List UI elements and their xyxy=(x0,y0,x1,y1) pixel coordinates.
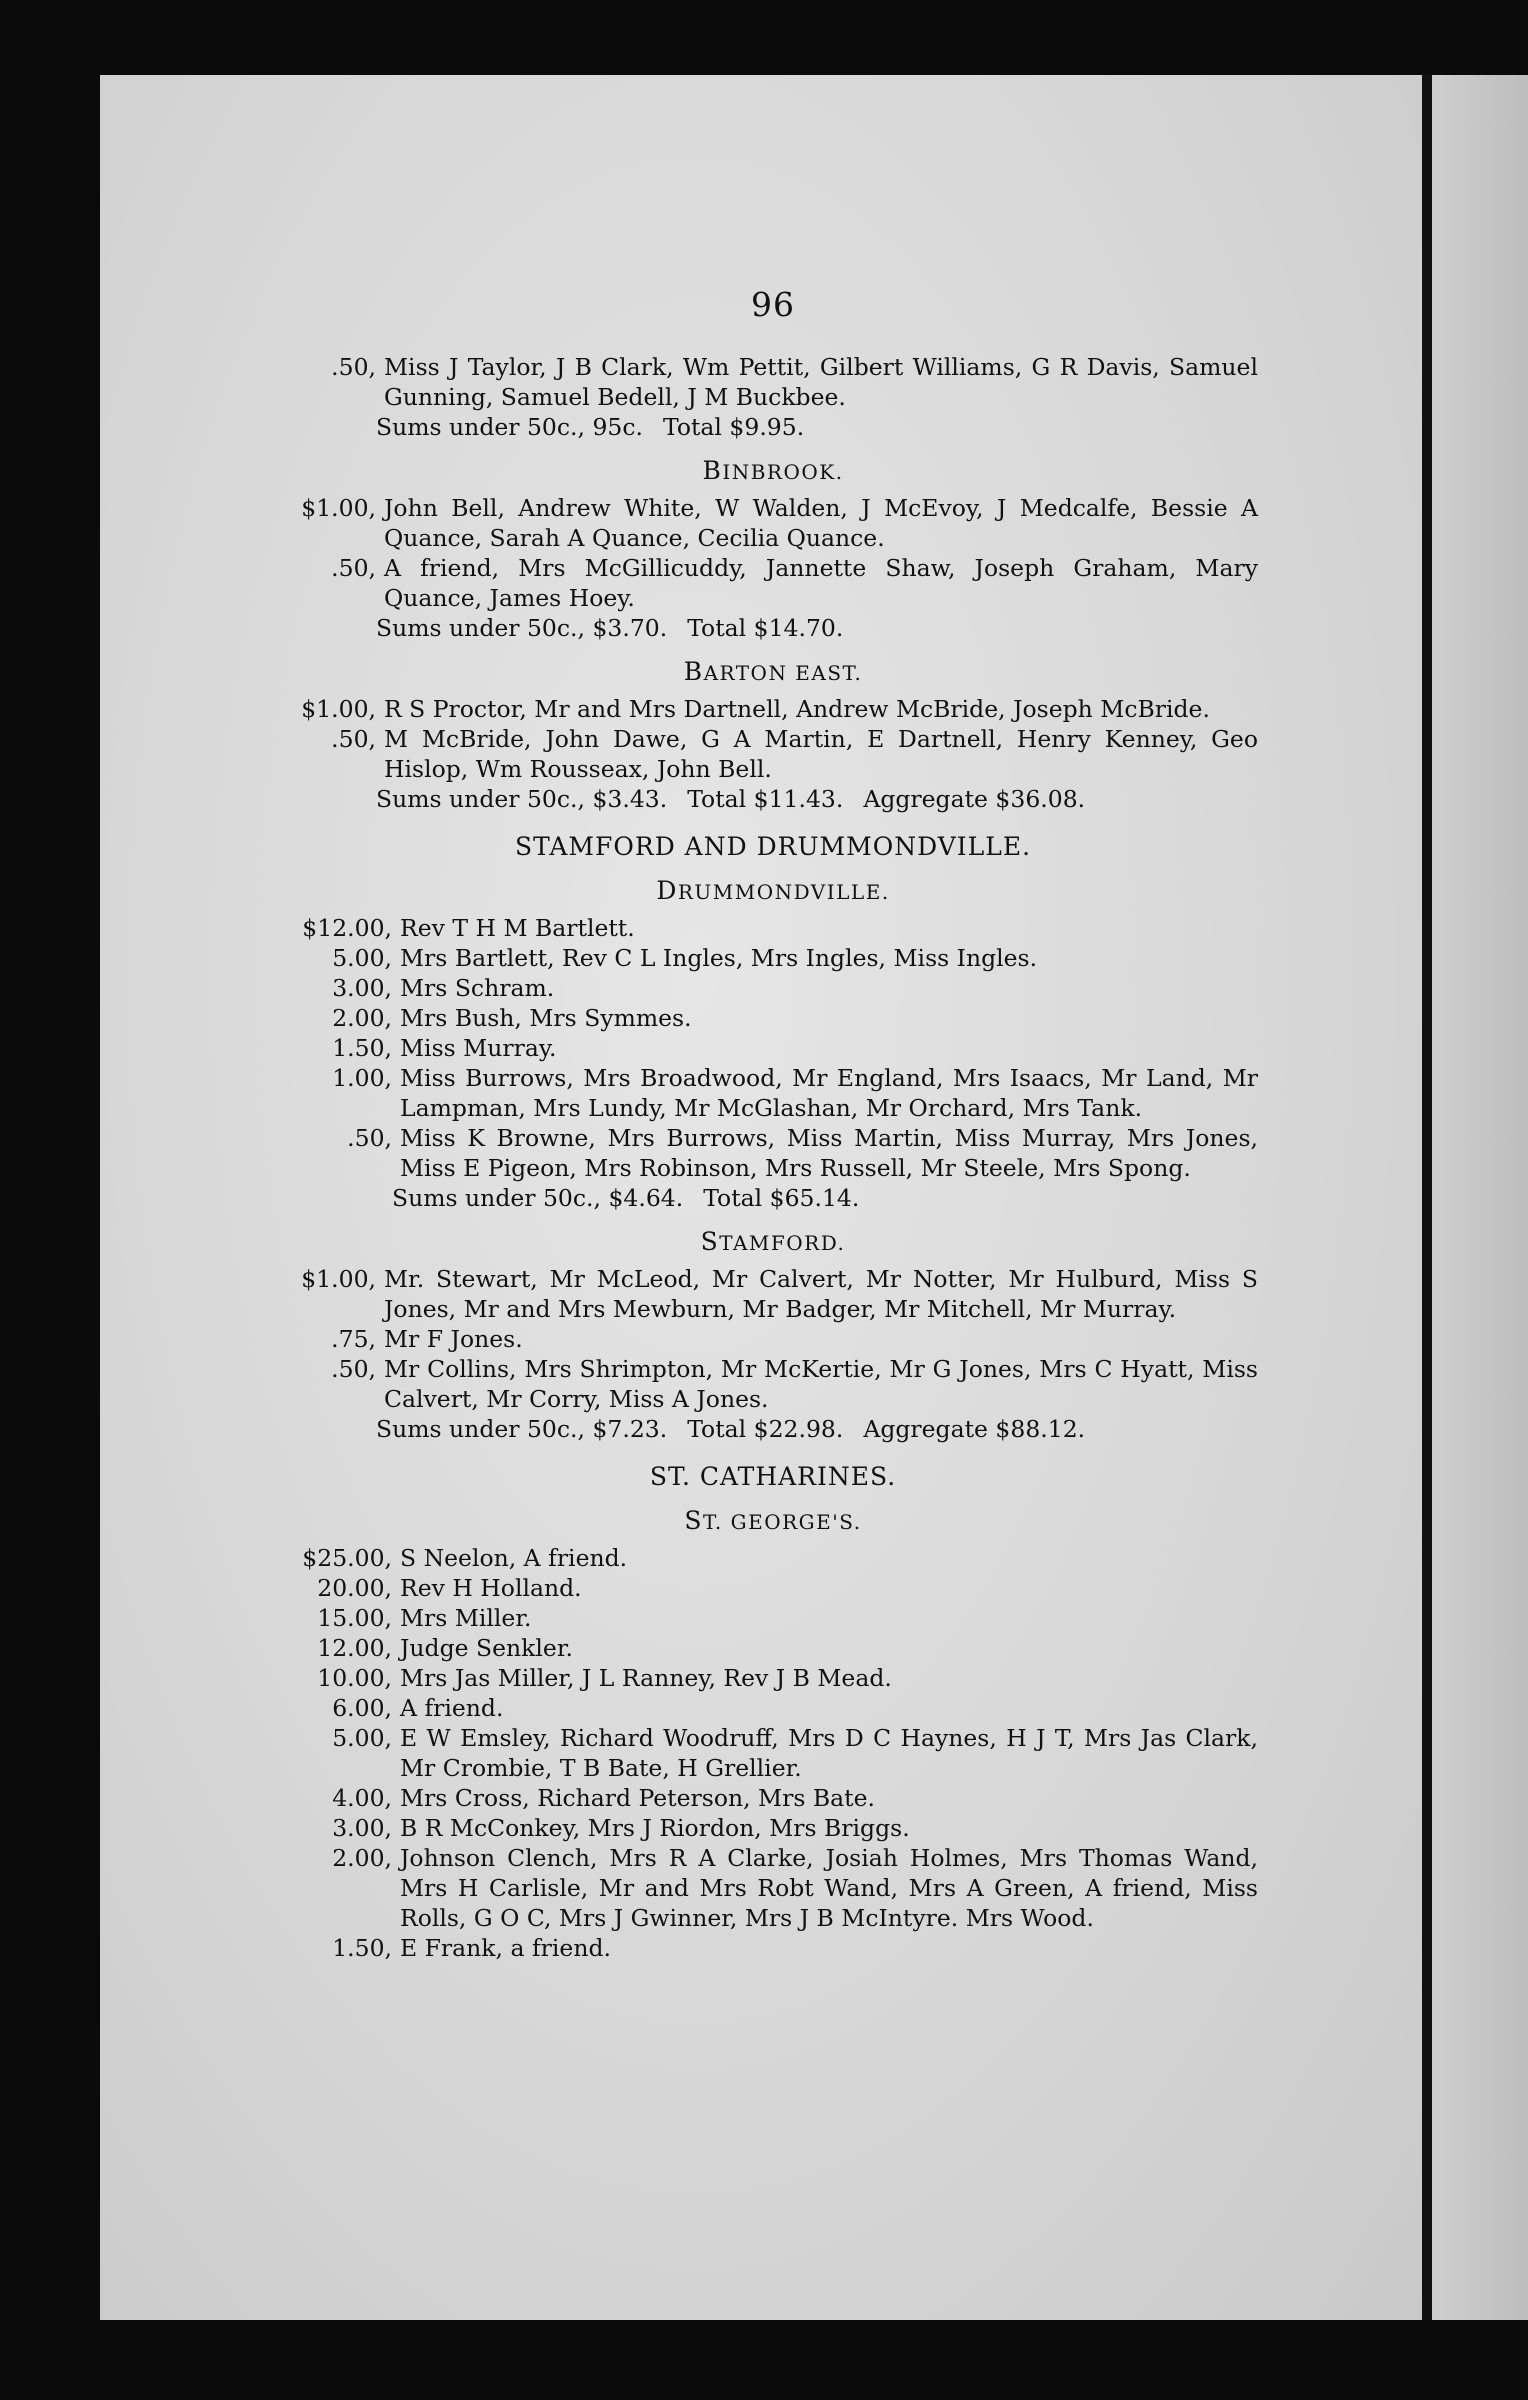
donor-names: Rev H Holland. xyxy=(400,1574,582,1602)
parish-heading: DRUMMONDVILLE. xyxy=(656,876,890,905)
donation-amount: .75, xyxy=(331,1325,376,1353)
donor-names: Mrs Miller. xyxy=(400,1604,532,1632)
donor-names: Mrs Bush, Mrs Symmes. xyxy=(400,1004,692,1032)
donation-entry xyxy=(288,913,1258,943)
donation-amount: $1.00, xyxy=(301,695,376,723)
donation-amount: .50, xyxy=(347,1124,392,1152)
donor-names: A friend, Mrs McGillicuddy, Jannette Shaw, Joseph Graham, Mary Quance, James Hoey. xyxy=(384,554,1258,612)
donation-amount: 1.50, xyxy=(332,1934,392,1962)
donation-amount: 2.00, xyxy=(332,1004,392,1032)
page-content xyxy=(288,285,1258,1963)
donation-amount: .50, xyxy=(331,554,376,582)
donation-entry xyxy=(288,1603,1258,1633)
donation-amount: $12.00, xyxy=(302,914,392,942)
total-amount: Total $22.98. xyxy=(687,1415,844,1443)
donation-entry xyxy=(288,973,1258,1003)
sums-under: Sums under 50c., $7.23. xyxy=(376,1415,668,1443)
donation-amount: $1.00, xyxy=(301,1265,376,1293)
donation-entry xyxy=(288,1663,1258,1693)
donor-names: Mrs Schram. xyxy=(400,974,555,1002)
donation-entry xyxy=(288,1783,1258,1813)
donor-names: Johnson Clench, Mrs R A Clarke, Josiah Holmes, Mrs Thomas Wand, Mrs H Carlisle, Mr and Mrs Robt Wand, Mrs A Green, A friend, Miss Rolls, G O C, Mrs J Gwinner, Mrs J B McIntyre. Mrs Wood. xyxy=(400,1844,1258,1932)
page-number: 96 xyxy=(751,285,795,324)
donation-entry xyxy=(288,1723,1258,1783)
donor-names: M McBride, John Dawe, G A Martin, E Dartnell, Henry Kenney, Geo Hislop, Wm Rousseax, John Bell. xyxy=(384,725,1258,783)
donor-names: Miss Burrows, Mrs Broadwood, Mr England, Mrs Isaacs, Mr Land, Mr Lampman, Mrs Lundy, Mr McGlashan, Mr Orchard, Mrs Tank. xyxy=(400,1064,1258,1122)
sums-line xyxy=(288,1414,1258,1444)
donation-amount: .50, xyxy=(331,1355,376,1383)
donor-names: E Frank, a friend. xyxy=(400,1934,611,1962)
donor-names: Rev T H M Bartlett. xyxy=(400,914,635,942)
donation-entry xyxy=(288,1264,1258,1324)
donation-entry xyxy=(288,694,1258,724)
donation-entry xyxy=(288,1933,1258,1963)
donation-amount: 1.00, xyxy=(332,1064,392,1092)
total-amount: Total $65.14. xyxy=(703,1184,860,1212)
sums-line xyxy=(288,412,1258,442)
donation-entry xyxy=(288,1123,1258,1183)
donor-names: Mrs Jas Miller, J L Ranney, Rev J B Mead. xyxy=(400,1664,892,1692)
donation-entry xyxy=(288,1573,1258,1603)
donor-names: Mr Collins, Mrs Shrimpton, Mr McKertie, Mr G Jones, Mrs C Hyatt, Miss Calvert, Mr Corry, Miss A Jones. xyxy=(384,1355,1258,1413)
donation-amount: 15.00, xyxy=(317,1604,392,1632)
donation-entry xyxy=(288,943,1258,973)
sums-under: Sums under 50c., $3.70. xyxy=(376,614,668,642)
sums-under: Sums under 50c., $4.64. xyxy=(392,1184,684,1212)
sums-line xyxy=(288,613,1258,643)
donation-amount: $25.00, xyxy=(302,1544,392,1572)
donation-amount: 3.00, xyxy=(332,974,392,1002)
donor-names: Miss Murray. xyxy=(400,1034,557,1062)
donation-entry xyxy=(288,1633,1258,1663)
parish-heading: BARTON EAST. xyxy=(683,657,863,686)
section-heading: STAMFORD AND DRUMMONDVILLE. xyxy=(514,832,1032,861)
donor-names: Judge Senkler. xyxy=(400,1634,573,1662)
donation-entry xyxy=(288,1063,1258,1123)
donation-amount: 6.00, xyxy=(332,1694,392,1722)
parish-heading: ST. GEORGE'S. xyxy=(684,1506,862,1535)
total-amount: Total $11.43. xyxy=(687,785,844,813)
donation-entry xyxy=(288,1843,1258,1933)
donation-entry xyxy=(288,352,1258,412)
donation-amount: $1.00, xyxy=(301,494,376,522)
donor-names: Mrs Bartlett, Rev C L Ingles, Mrs Ingles, Miss Ingles. xyxy=(400,944,1038,972)
donation-amount: 4.00, xyxy=(332,1784,392,1812)
donation-amount: 1.50, xyxy=(332,1034,392,1062)
sums-under: Sums under 50c., $3.43. xyxy=(376,785,668,813)
donation-entry xyxy=(288,1813,1258,1843)
donor-names: Miss K Browne, Mrs Burrows, Miss Martin, Miss Murray, Mrs Jones, Miss E Pigeon, Mrs Robinson, Mrs Russell, Mr Steele, Mrs Spong. xyxy=(400,1124,1258,1182)
donation-entry xyxy=(288,724,1258,784)
parish-heading: BINBROOK. xyxy=(702,456,844,485)
donor-names: Mr F Jones. xyxy=(384,1325,523,1353)
donation-entry xyxy=(288,1324,1258,1354)
section-heading: ST. CATHARINES. xyxy=(649,1462,897,1491)
donation-amount: 20.00, xyxy=(317,1574,392,1602)
donation-entry xyxy=(288,493,1258,553)
subscription-list xyxy=(288,352,1258,1963)
donation-amount: 2.00, xyxy=(332,1844,392,1872)
donor-names: Mrs Cross, Richard Peterson, Mrs Bate. xyxy=(400,1784,875,1812)
donation-amount: 5.00, xyxy=(332,944,392,972)
donation-entry xyxy=(288,1693,1258,1723)
donor-names: B R McConkey, Mrs J Riordon, Mrs Briggs. xyxy=(400,1814,910,1842)
donation-amount: 5.00, xyxy=(332,1724,392,1752)
donation-entry xyxy=(288,553,1258,613)
donation-entry xyxy=(288,1003,1258,1033)
aggregate-amount: Aggregate $88.12. xyxy=(863,1415,1086,1443)
binding-edge xyxy=(1422,75,1432,2320)
donation-entry xyxy=(288,1033,1258,1063)
facing-page-strip xyxy=(1432,75,1528,2320)
donor-names: R S Proctor, Mr and Mrs Dartnell, Andrew McBride, Joseph McBride. xyxy=(384,695,1210,723)
donor-names: S Neelon, A friend. xyxy=(400,1544,628,1572)
donor-names: John Bell, Andrew White, W Walden, J McEvoy, J Medcalfe, Bessie A Quance, Sarah A Quance, Cecilia Quance. xyxy=(384,494,1258,552)
sums-line xyxy=(288,1183,1258,1213)
donation-amount: .50, xyxy=(331,353,376,381)
total-amount: Total $14.70. xyxy=(687,614,844,642)
donation-amount: 10.00, xyxy=(317,1664,392,1692)
donor-names: Mr. Stewart, Mr McLeod, Mr Calvert, Mr Notter, Mr Hulburd, Miss S Jones, Mr and Mrs Mewburn, Mr Badger, Mr Mitchell, Mr Murray. xyxy=(384,1265,1258,1323)
donor-names: E W Emsley, Richard Woodruff, Mrs D C Haynes, H J T, Mrs Jas Clark, Mr Crombie, T B Bate, H Grellier. xyxy=(400,1724,1258,1782)
donation-entry xyxy=(288,1543,1258,1573)
sums-line xyxy=(288,784,1258,814)
donation-entry xyxy=(288,1354,1258,1414)
parish-heading: STAMFORD. xyxy=(700,1227,846,1256)
donation-amount: 12.00, xyxy=(317,1634,392,1662)
donation-amount: 3.00, xyxy=(332,1814,392,1842)
donation-amount: .50, xyxy=(331,725,376,753)
sums-under: Sums under 50c., 95c. xyxy=(376,413,643,441)
donor-names: A friend. xyxy=(400,1694,504,1722)
aggregate-amount: Aggregate $36.08. xyxy=(863,785,1086,813)
total-amount: Total $9.95. xyxy=(662,413,805,441)
donor-names: Miss J Taylor, J B Clark, Wm Pettit, Gilbert Williams, G R Davis, Samuel Gunning, Samuel Bedell, J M Buckbee. xyxy=(384,353,1258,411)
